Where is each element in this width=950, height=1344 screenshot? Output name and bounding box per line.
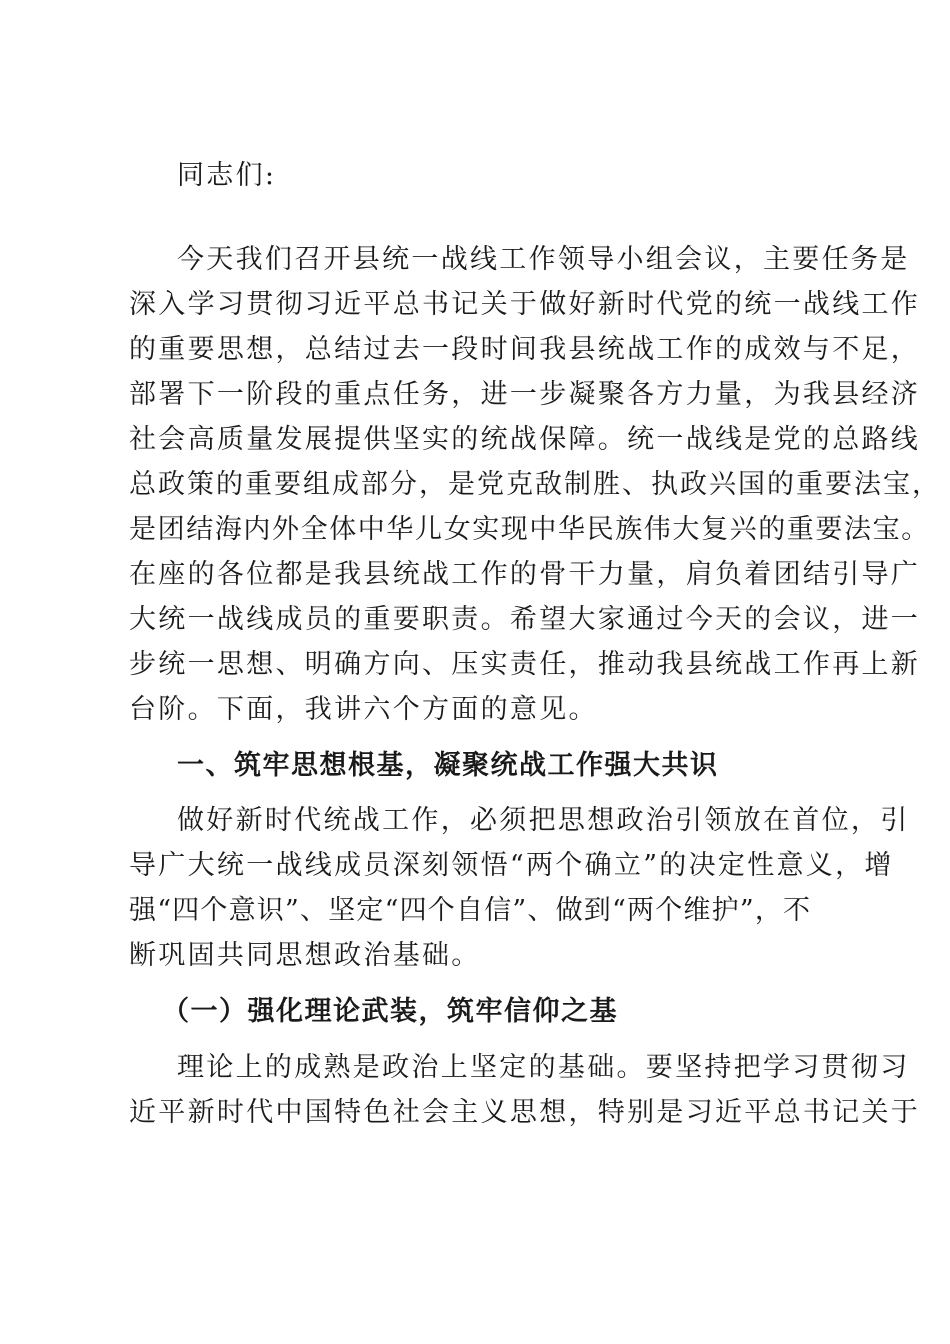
intro-line: 的重要思想，总结过去一段时间我县统战工作的成效与不足， bbox=[129, 334, 921, 365]
section-line: 导广大统一战线成员深刻领悟“两个确立”的决定性意义，增 bbox=[129, 850, 894, 881]
section-line: 断巩固共同思想政治基础。 bbox=[129, 940, 481, 971]
intro-line: 今天我们召开县统一战线工作领导小组会议，主要任务是 bbox=[177, 244, 910, 275]
salutation: 同志们: bbox=[177, 160, 277, 191]
section-line: 强“四个意识”、坚定“四个自信”、做到“两个维护”，不 bbox=[129, 895, 812, 926]
subsection-line: 理论上的成熟是政治上坚定的基础。要坚持把学习贯彻习 bbox=[177, 1052, 910, 1083]
intro-line: 总政策的重要组成部分，是党克敌制胜、执政兴国的重要法宝， bbox=[129, 469, 941, 500]
intro-line: 大统一战线成员的重要职责。希望大家通过今天的会议，进一 bbox=[129, 604, 921, 635]
section-line: 做好新时代统战工作，必须把思想政治引领放在首位，引 bbox=[177, 805, 910, 836]
subsection-line: 近平新时代中国特色社会主义思想，特别是习近平总书记关于 bbox=[129, 1097, 921, 1128]
intro-line: 是团结海内外全体中华儿女实现中华民族伟大复兴的重要法宝。 bbox=[129, 514, 930, 545]
intro-line: 步统一思想、明确方向、压实责任，推动我县统战工作再上新 bbox=[129, 649, 921, 680]
intro-line: 在座的各位都是我县统战工作的骨干力量，肩负着团结引导广 bbox=[129, 559, 921, 590]
intro-line: 部署下一阶段的重点任务，进一步凝聚各方力量，为我县经济 bbox=[129, 379, 921, 410]
intro-line: 深入学习贯彻习近平总书记关于做好新时代党的统一战线工作 bbox=[129, 289, 921, 320]
intro-line: 社会高质量发展提供坚实的统战保障。统一战线是党的总路线 bbox=[129, 424, 921, 455]
subsection-heading: （一）强化理论武装，筑牢信仰之基 bbox=[162, 996, 618, 1027]
intro-line: 台阶。下面，我讲六个方面的意见。 bbox=[129, 694, 598, 725]
section-heading: 一、筑牢思想根基，凝聚统战工作强大共识 bbox=[177, 750, 719, 781]
